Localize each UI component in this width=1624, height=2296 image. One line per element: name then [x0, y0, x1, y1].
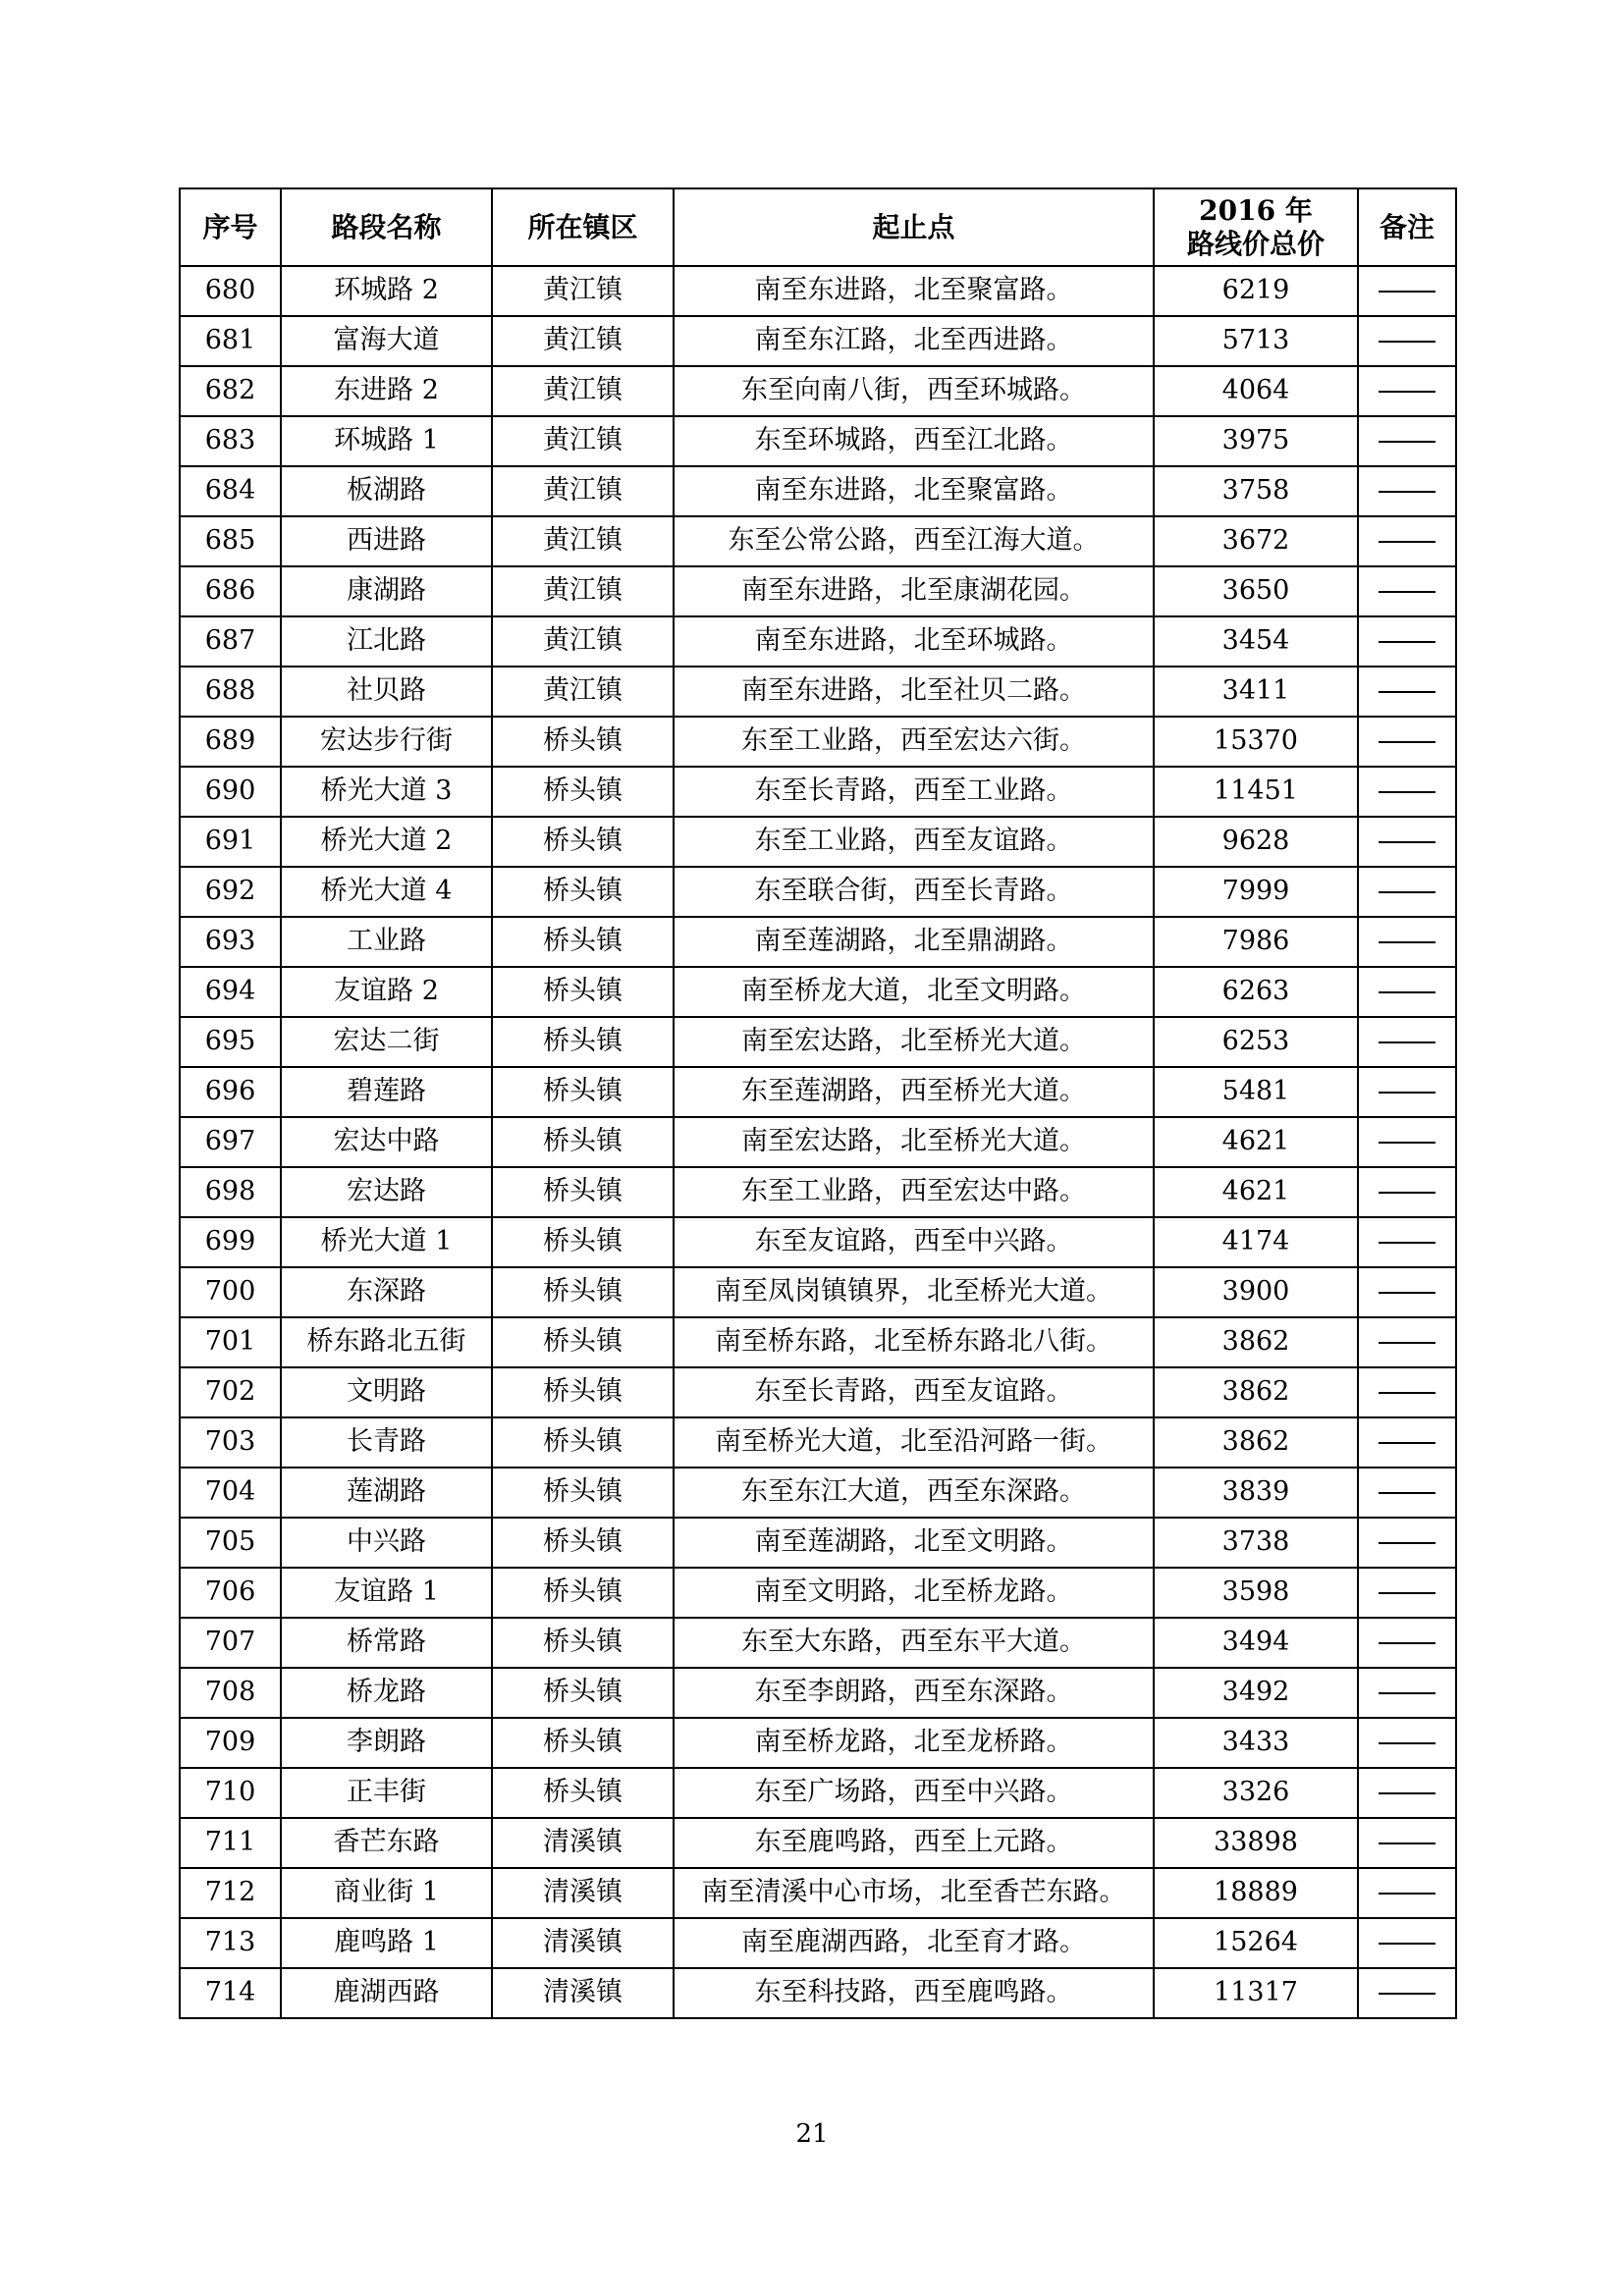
- table-row: [180, 1668, 1456, 1718]
- dash-mark: [1379, 1592, 1435, 1594]
- cell-note: [1358, 1267, 1456, 1317]
- cell-start-end: 东至环城路，西至江北路。: [674, 416, 1154, 466]
- cell-road-name: 东进路 2: [281, 366, 492, 416]
- cell-price: 5481: [1154, 1067, 1358, 1117]
- cell-seq: 680: [180, 266, 281, 316]
- cell-start-end: 南至东进路，北至康湖花园。: [674, 566, 1154, 616]
- cell-start-end: 东至科技路，西至鹿鸣路。: [674, 1968, 1154, 2018]
- cell-seq: 701: [180, 1317, 281, 1367]
- cell-price: 6263: [1154, 967, 1358, 1017]
- cell-note: [1358, 917, 1456, 967]
- cell-seq: 706: [180, 1568, 281, 1618]
- cell-seq: 682: [180, 366, 281, 416]
- cell-price: 3650: [1154, 566, 1358, 616]
- cell-seq: 700: [180, 1267, 281, 1317]
- cell-road-name: 东深路: [281, 1267, 492, 1317]
- dash-mark: [1379, 1142, 1435, 1144]
- cell-start-end: 东至联合街，西至长青路。: [674, 867, 1154, 917]
- dash-mark: [1379, 341, 1435, 343]
- cell-seq: 714: [180, 1968, 281, 2018]
- dash-mark: [1379, 391, 1435, 393]
- cell-price: 3454: [1154, 616, 1358, 667]
- cell-road-name: 富海大道: [281, 316, 492, 366]
- cell-start-end: 东至工业路，西至友谊路。: [674, 817, 1154, 867]
- table-row: [180, 1067, 1456, 1117]
- dash-mark: [1379, 1041, 1435, 1043]
- dash-mark: [1379, 541, 1435, 543]
- cell-town: 桥头镇: [492, 967, 674, 1017]
- cell-start-end: 南至桥光大道，北至沿河路一街。: [674, 1417, 1154, 1468]
- table-row: [180, 1868, 1456, 1918]
- cell-note: [1358, 817, 1456, 867]
- cell-town: 黄江镇: [492, 266, 674, 316]
- cell-price: 5713: [1154, 316, 1358, 366]
- dash-mark: [1379, 1492, 1435, 1494]
- table-row: [180, 967, 1456, 1017]
- header-price-year: 2016 年: [1199, 193, 1313, 227]
- cell-seq: 684: [180, 466, 281, 516]
- dash-mark: [1379, 491, 1435, 493]
- cell-town: 桥头镇: [492, 767, 674, 817]
- cell-note: [1358, 316, 1456, 366]
- cell-town: 桥头镇: [492, 717, 674, 767]
- cell-note: [1358, 616, 1456, 667]
- cell-road-name: 李朗路: [281, 1718, 492, 1768]
- cell-seq: 709: [180, 1718, 281, 1768]
- cell-road-name: 桥龙路: [281, 1668, 492, 1718]
- table-row: [180, 566, 1456, 616]
- cell-seq: 688: [180, 667, 281, 717]
- cell-start-end: 东至莲湖路，西至桥光大道。: [674, 1067, 1154, 1117]
- cell-road-name: 桥常路: [281, 1618, 492, 1668]
- cell-start-end: 南至凤岗镇镇界，北至桥光大道。: [674, 1267, 1154, 1317]
- cell-road-name: 桥光大道 2: [281, 817, 492, 867]
- dash-mark: [1379, 991, 1435, 993]
- cell-town: 桥头镇: [492, 1317, 674, 1367]
- cell-road-name: 鹿湖西路: [281, 1968, 492, 2018]
- table-row: [180, 1918, 1456, 1968]
- cell-seq: 686: [180, 566, 281, 616]
- table-row: [180, 1267, 1456, 1317]
- header-price: [1154, 188, 1358, 266]
- cell-town: 桥头镇: [492, 917, 674, 967]
- cell-price: 3862: [1154, 1367, 1358, 1417]
- cell-start-end: 东至长青路，西至工业路。: [674, 767, 1154, 817]
- cell-price: 3433: [1154, 1718, 1358, 1768]
- header-note: 备注: [1358, 188, 1456, 266]
- cell-price: 4174: [1154, 1217, 1358, 1267]
- cell-start-end: 东至工业路，西至宏达中路。: [674, 1167, 1154, 1217]
- cell-town: 清溪镇: [492, 1818, 674, 1868]
- cell-road-name: 友谊路 2: [281, 967, 492, 1017]
- cell-road-name: 康湖路: [281, 566, 492, 616]
- cell-seq: 685: [180, 516, 281, 566]
- cell-note: [1358, 1568, 1456, 1618]
- cell-seq: 710: [180, 1768, 281, 1818]
- cell-town: 黄江镇: [492, 616, 674, 667]
- cell-seq: 683: [180, 416, 281, 466]
- cell-road-name: 正丰街: [281, 1768, 492, 1818]
- header-seq: 序号: [180, 188, 281, 266]
- cell-town: 黄江镇: [492, 366, 674, 416]
- cell-price: 6219: [1154, 266, 1358, 316]
- cell-town: 黄江镇: [492, 667, 674, 717]
- cell-note: [1358, 1117, 1456, 1167]
- dash-mark: [1379, 1943, 1435, 1945]
- cell-note: [1358, 717, 1456, 767]
- cell-seq: 702: [180, 1367, 281, 1417]
- cell-price: 3839: [1154, 1468, 1358, 1518]
- cell-start-end: 南至莲湖路，北至鼎湖路。: [674, 917, 1154, 967]
- cell-start-end: 东至李朗路，西至东深路。: [674, 1668, 1154, 1718]
- cell-town: 桥头镇: [492, 1017, 674, 1067]
- cell-note: [1358, 1768, 1456, 1818]
- cell-price: 3738: [1154, 1518, 1358, 1568]
- header-price-label: 路线价总价: [1186, 227, 1325, 260]
- cell-road-name: 香芒东路: [281, 1818, 492, 1868]
- header-start-end: 起止点: [674, 188, 1154, 266]
- cell-start-end: 东至工业路，西至宏达六街。: [674, 717, 1154, 767]
- cell-town: 桥头镇: [492, 1718, 674, 1768]
- cell-price: 3862: [1154, 1317, 1358, 1367]
- cell-price: 3494: [1154, 1618, 1358, 1668]
- cell-price: 3862: [1154, 1417, 1358, 1468]
- table-row: [180, 1818, 1456, 1868]
- cell-price: 18889: [1154, 1868, 1358, 1918]
- table-row: [180, 1718, 1456, 1768]
- dash-mark: [1379, 1192, 1435, 1194]
- table-row: [180, 616, 1456, 667]
- dash-mark: [1379, 1242, 1435, 1244]
- dash-mark: [1379, 441, 1435, 443]
- cell-note: [1358, 1918, 1456, 1968]
- table-row: [180, 1468, 1456, 1518]
- cell-start-end: 东至东江大道，西至东深路。: [674, 1468, 1154, 1518]
- cell-road-name: 宏达路: [281, 1167, 492, 1217]
- cell-price: 3326: [1154, 1768, 1358, 1818]
- cell-road-name: 桥光大道 3: [281, 767, 492, 817]
- cell-road-name: 桥光大道 1: [281, 1217, 492, 1267]
- header-road-name: 路段名称: [281, 188, 492, 266]
- table-row: [180, 1017, 1456, 1067]
- cell-town: 桥头镇: [492, 1067, 674, 1117]
- cell-town: 黄江镇: [492, 416, 674, 466]
- cell-note: [1358, 1417, 1456, 1468]
- cell-start-end: 南至莲湖路，北至文明路。: [674, 1518, 1154, 1568]
- table-row: [180, 316, 1456, 366]
- dash-mark: [1379, 1292, 1435, 1294]
- dash-mark: [1379, 1893, 1435, 1895]
- cell-road-name: 莲湖路: [281, 1468, 492, 1518]
- dash-mark: [1379, 1692, 1435, 1694]
- cell-road-name: 板湖路: [281, 466, 492, 516]
- cell-price: 11317: [1154, 1968, 1358, 2018]
- cell-note: [1358, 1017, 1456, 1067]
- cell-road-name: 桥东路北五街: [281, 1317, 492, 1367]
- cell-note: [1358, 1468, 1456, 1518]
- cell-seq: 697: [180, 1117, 281, 1167]
- dash-mark: [1379, 691, 1435, 693]
- cell-price: 7986: [1154, 917, 1358, 967]
- cell-town: 桥头镇: [492, 1367, 674, 1417]
- dash-mark: [1379, 1742, 1435, 1744]
- cell-start-end: 东至公常公路，西至江海大道。: [674, 516, 1154, 566]
- cell-start-end: 南至宏达路，北至桥光大道。: [674, 1117, 1154, 1167]
- dash-mark: [1379, 1392, 1435, 1394]
- table-row: [180, 266, 1456, 316]
- cell-town: 清溪镇: [492, 1968, 674, 2018]
- cell-note: [1358, 1167, 1456, 1217]
- cell-town: 桥头镇: [492, 1518, 674, 1568]
- cell-seq: 712: [180, 1868, 281, 1918]
- cell-town: 黄江镇: [492, 516, 674, 566]
- cell-note: [1358, 767, 1456, 817]
- cell-price: 4621: [1154, 1167, 1358, 1217]
- cell-price: 15264: [1154, 1918, 1358, 1968]
- dash-mark: [1379, 1342, 1435, 1344]
- table-row: [180, 1317, 1456, 1367]
- cell-town: 桥头镇: [492, 1117, 674, 1167]
- cell-note: [1358, 967, 1456, 1017]
- cell-town: 桥头镇: [492, 1468, 674, 1518]
- cell-town: 桥头镇: [492, 1167, 674, 1217]
- cell-town: 黄江镇: [492, 566, 674, 616]
- cell-town: 桥头镇: [492, 1768, 674, 1818]
- dash-mark: [1379, 1842, 1435, 1844]
- cell-road-name: 桥光大道 4: [281, 867, 492, 917]
- table-row: [180, 1417, 1456, 1468]
- cell-price: 6253: [1154, 1017, 1358, 1067]
- cell-price: 9628: [1154, 817, 1358, 867]
- cell-seq: 692: [180, 867, 281, 917]
- table-body: [180, 266, 1456, 2018]
- cell-road-name: 社贝路: [281, 667, 492, 717]
- cell-town: 桥头镇: [492, 1668, 674, 1718]
- cell-start-end: 南至东进路，北至社贝二路。: [674, 667, 1154, 717]
- cell-price: 11451: [1154, 767, 1358, 817]
- cell-start-end: 南至东进路，北至聚富路。: [674, 466, 1154, 516]
- cell-note: [1358, 1868, 1456, 1918]
- cell-note: [1358, 466, 1456, 516]
- dash-mark: [1379, 591, 1435, 593]
- cell-town: 桥头镇: [492, 867, 674, 917]
- cell-town: 桥头镇: [492, 1618, 674, 1668]
- dash-mark: [1379, 291, 1435, 293]
- cell-seq: 711: [180, 1818, 281, 1868]
- cell-road-name: 文明路: [281, 1367, 492, 1417]
- cell-start-end: 南至清溪中心市场，北至香芒东路。: [674, 1868, 1154, 1918]
- table-row: [180, 1968, 1456, 2018]
- cell-start-end: 南至桥龙大道，北至文明路。: [674, 967, 1154, 1017]
- cell-road-name: 碧莲路: [281, 1067, 492, 1117]
- cell-road-name: 鹿鸣路 1: [281, 1918, 492, 1968]
- cell-price: 15370: [1154, 717, 1358, 767]
- cell-seq: 707: [180, 1618, 281, 1668]
- cell-road-name: 江北路: [281, 616, 492, 667]
- header-town: 所在镇区: [492, 188, 674, 266]
- cell-start-end: 南至桥东路，北至桥东路北八街。: [674, 1317, 1154, 1367]
- cell-note: [1358, 566, 1456, 616]
- cell-seq: 713: [180, 1918, 281, 1968]
- cell-start-end: 东至向南八街，西至环城路。: [674, 366, 1154, 416]
- dash-mark: [1379, 741, 1435, 743]
- table-row: [180, 416, 1456, 466]
- cell-note: [1358, 366, 1456, 416]
- cell-town: 黄江镇: [492, 316, 674, 366]
- cell-note: [1358, 1668, 1456, 1718]
- cell-start-end: 南至文明路，北至桥龙路。: [674, 1568, 1154, 1618]
- cell-seq: 689: [180, 717, 281, 767]
- table-row: [180, 516, 1456, 566]
- cell-seq: 693: [180, 917, 281, 967]
- cell-price: 4064: [1154, 366, 1358, 416]
- cell-road-name: 工业路: [281, 917, 492, 967]
- cell-road-name: 商业街 1: [281, 1868, 492, 1918]
- cell-seq: 696: [180, 1067, 281, 1117]
- cell-note: [1358, 1217, 1456, 1267]
- cell-start-end: 东至鹿鸣路，西至上元路。: [674, 1818, 1154, 1868]
- cell-town: 清溪镇: [492, 1918, 674, 1968]
- cell-price: 3492: [1154, 1668, 1358, 1718]
- table-row: [180, 1217, 1456, 1267]
- cell-note: [1358, 1367, 1456, 1417]
- cell-seq: 703: [180, 1417, 281, 1468]
- cell-road-name: 宏达中路: [281, 1117, 492, 1167]
- cell-start-end: 南至鹿湖西路，北至育才路。: [674, 1918, 1154, 1968]
- cell-town: 桥头镇: [492, 1267, 674, 1317]
- cell-start-end: 南至宏达路，北至桥光大道。: [674, 1017, 1154, 1067]
- cell-start-end: 东至大东路，西至东平大道。: [674, 1618, 1154, 1668]
- table-row: [180, 767, 1456, 817]
- table-row: [180, 466, 1456, 516]
- cell-town: 清溪镇: [492, 1868, 674, 1918]
- dash-mark: [1379, 1442, 1435, 1444]
- cell-seq: 698: [180, 1167, 281, 1217]
- table-row: [180, 1117, 1456, 1167]
- table-row: [180, 817, 1456, 867]
- cell-note: [1358, 1718, 1456, 1768]
- cell-start-end: 南至东进路，北至环城路。: [674, 616, 1154, 667]
- table-row: [180, 1618, 1456, 1668]
- dash-mark: [1379, 841, 1435, 843]
- cell-note: [1358, 1518, 1456, 1568]
- cell-start-end: 南至桥龙路，北至龙桥路。: [674, 1718, 1154, 1768]
- dash-mark: [1379, 1642, 1435, 1644]
- table-row: [180, 867, 1456, 917]
- cell-price: 33898: [1154, 1818, 1358, 1868]
- cell-note: [1358, 1818, 1456, 1868]
- cell-road-name: 长青路: [281, 1417, 492, 1468]
- cell-seq: 708: [180, 1668, 281, 1718]
- table-row: [180, 1518, 1456, 1568]
- cell-road-name: 中兴路: [281, 1518, 492, 1568]
- cell-seq: 695: [180, 1017, 281, 1067]
- cell-note: [1358, 1618, 1456, 1668]
- cell-start-end: 南至东进路，北至聚富路。: [674, 266, 1154, 316]
- cell-price: 3672: [1154, 516, 1358, 566]
- cell-town: 桥头镇: [492, 1217, 674, 1267]
- dash-mark: [1379, 1542, 1435, 1544]
- dash-mark: [1379, 791, 1435, 793]
- page-number: 21: [795, 2119, 829, 2149]
- cell-seq: 687: [180, 616, 281, 667]
- cell-price: 3598: [1154, 1568, 1358, 1618]
- table-row: [180, 366, 1456, 416]
- cell-start-end: 南至东江路，北至西进路。: [674, 316, 1154, 366]
- cell-start-end: 东至友谊路，西至中兴路。: [674, 1217, 1154, 1267]
- dash-mark: [1379, 941, 1435, 943]
- cell-price: 3975: [1154, 416, 1358, 466]
- cell-road-name: 宏达二街: [281, 1017, 492, 1067]
- dash-mark: [1379, 1993, 1435, 1995]
- table-row: [180, 917, 1456, 967]
- dash-mark: [1379, 1092, 1435, 1094]
- cell-seq: 694: [180, 967, 281, 1017]
- dash-mark: [1379, 891, 1435, 893]
- road-price-table: [179, 187, 1457, 2019]
- dash-mark: [1379, 1792, 1435, 1794]
- cell-note: [1358, 667, 1456, 717]
- cell-price: 4621: [1154, 1117, 1358, 1167]
- cell-seq: 691: [180, 817, 281, 867]
- cell-road-name: 西进路: [281, 516, 492, 566]
- cell-road-name: 环城路 1: [281, 416, 492, 466]
- cell-road-name: 环城路 2: [281, 266, 492, 316]
- cell-seq: 704: [180, 1468, 281, 1518]
- table-row: [180, 1167, 1456, 1217]
- cell-seq: 705: [180, 1518, 281, 1568]
- cell-price: 3411: [1154, 667, 1358, 717]
- cell-note: [1358, 1968, 1456, 2018]
- table-row: [180, 1768, 1456, 1818]
- dash-mark: [1379, 641, 1435, 643]
- cell-note: [1358, 266, 1456, 316]
- cell-price: 7999: [1154, 867, 1358, 917]
- cell-note: [1358, 1317, 1456, 1367]
- table-row: [180, 667, 1456, 717]
- cell-seq: 699: [180, 1217, 281, 1267]
- cell-note: [1358, 416, 1456, 466]
- cell-town: 桥头镇: [492, 1568, 674, 1618]
- cell-note: [1358, 516, 1456, 566]
- table-header-row: [180, 188, 1456, 266]
- cell-note: [1358, 867, 1456, 917]
- cell-town: 黄江镇: [492, 466, 674, 516]
- cell-road-name: 友谊路 1: [281, 1568, 492, 1618]
- cell-price: 3758: [1154, 466, 1358, 516]
- cell-note: [1358, 1067, 1456, 1117]
- cell-start-end: 东至广场路，西至中兴路。: [674, 1768, 1154, 1818]
- cell-road-name: 宏达步行街: [281, 717, 492, 767]
- table-row: [180, 1367, 1456, 1417]
- table-row: [180, 1568, 1456, 1618]
- cell-price: 3900: [1154, 1267, 1358, 1317]
- cell-town: 桥头镇: [492, 1417, 674, 1468]
- cell-seq: 690: [180, 767, 281, 817]
- table-row: [180, 717, 1456, 767]
- cell-seq: 681: [180, 316, 281, 366]
- cell-start-end: 东至长青路，西至友谊路。: [674, 1367, 1154, 1417]
- cell-town: 桥头镇: [492, 817, 674, 867]
